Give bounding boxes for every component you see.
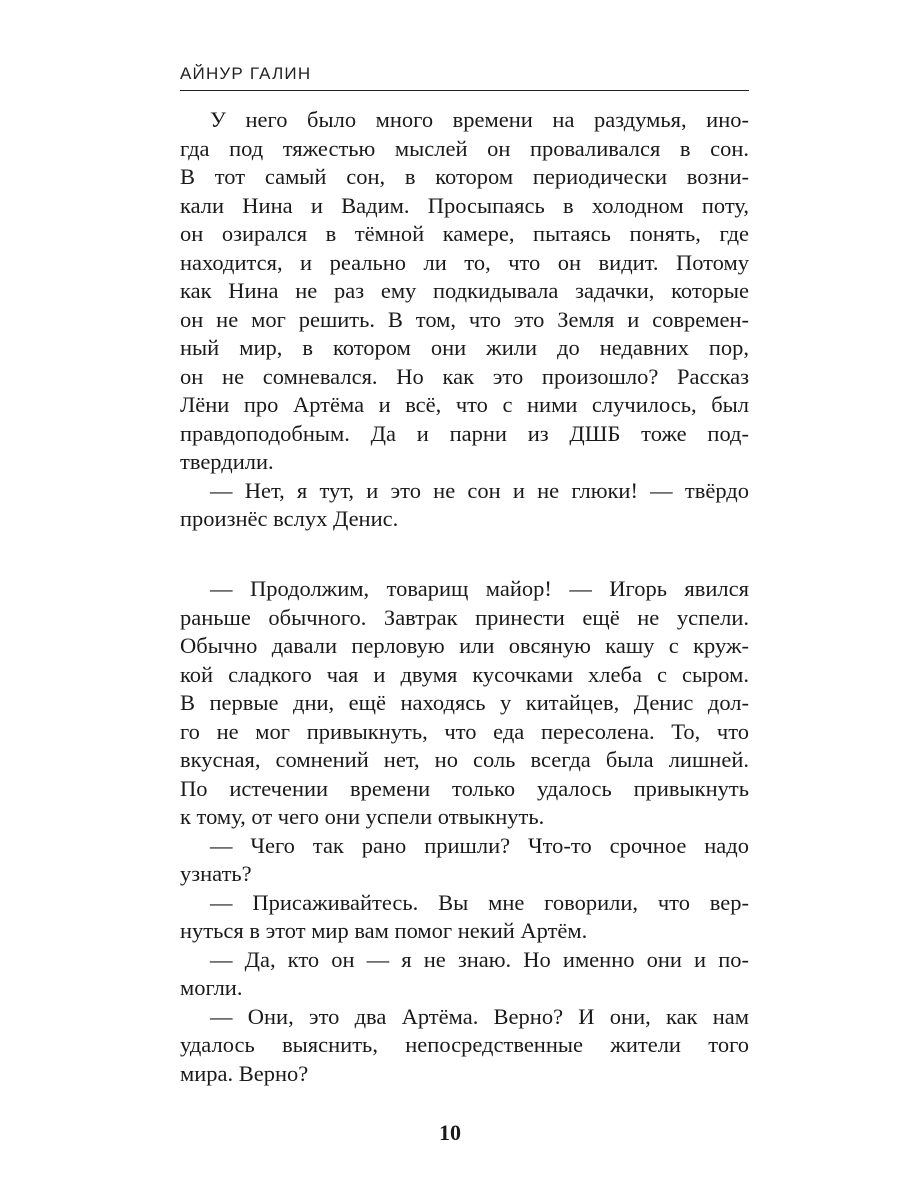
text-line: как Нина не раз ему подкидывала задачки, которые xyxy=(180,278,749,303)
text-line: находится, и реально ли то, что он видит. Потому xyxy=(180,249,749,275)
text-line: твердили. xyxy=(180,449,274,474)
text-line: правдоподобным. Да и парни из ДШБ тоже под- xyxy=(180,420,749,446)
paragraph-block-1 xyxy=(180,106,749,534)
paragraph-block-2 xyxy=(180,575,749,1088)
text-line: мира. Верно? xyxy=(180,1060,309,1086)
text-line: нуться в этот мир вам помог некий Артём. xyxy=(180,918,588,943)
text-line: он озирался в тёмной камере, пытаясь понять, где xyxy=(180,221,749,246)
author-name: АЙНУР ГАЛИН xyxy=(180,64,312,83)
text-line: Лёни про Артёма и всё, что с ними случилось, был xyxy=(180,392,749,417)
text-line: узнать? xyxy=(180,861,252,886)
text-line: По истечении времени только удалось привыкнуть xyxy=(180,775,749,801)
text-line: вкусная, сомнений нет, но соль всегда была лишней. xyxy=(180,747,749,772)
text-line: он не мог решить. В том, что это Земля и современ- xyxy=(180,306,749,332)
text-line: — Да, кто он — я не знаю. Но именно они и по- xyxy=(210,946,749,972)
text-line: — Продолжим, товарищ майор! — Игорь явился xyxy=(210,576,749,601)
text-line: В первые дни, ещё находясь у китайцев, Денис дол- xyxy=(180,690,749,715)
text-line: Обычно давали перловую или овсяную кашу с круж- xyxy=(180,633,749,658)
page-number: 10 xyxy=(439,1120,461,1145)
text-line: удалось выяснить, непосредственные жители того xyxy=(180,1032,749,1057)
text-line: — Нет, я тут, и это не сон и не глюки! — твёрдо xyxy=(210,477,749,503)
text-line: — Они, это два Артёма. Верно? И они, как нам xyxy=(210,1003,749,1029)
text-line: кой сладкого чая и двумя кусочками хлеба с сыром. xyxy=(180,661,749,687)
text-line: В тот самый сон, в котором периодически возни- xyxy=(180,164,749,189)
text-line: кали Нина и Вадим. Просыпаясь в холодном поту, xyxy=(180,192,749,218)
text-line: У него было много времени на раздумья, ино- xyxy=(210,107,749,132)
text-line: раньше обычного. Завтрак принести ещё не успели. xyxy=(180,604,749,630)
text-line: могли. xyxy=(180,975,243,1000)
text-line: — Чего так рано пришли? Что-то срочное надо xyxy=(210,832,749,858)
text-line: он не сомневался. Но как это произошло? Рассказ xyxy=(180,363,749,389)
running-header xyxy=(180,62,749,91)
text-line: го не мог привыкнуть, что еда пересолена. То, что xyxy=(180,718,749,744)
text-line: ный мир, в котором они жили до недавних пор, xyxy=(180,335,749,360)
text-line: гда под тяжестью мыслей он проваливался в сон. xyxy=(180,135,749,161)
text-line: — Присаживайтесь. Вы мне говорили, что вер- xyxy=(210,889,749,915)
text-line: к тому, от чего они успели отвыкнуть. xyxy=(180,804,545,829)
text-line: произнёс вслух Денис. xyxy=(180,506,399,531)
